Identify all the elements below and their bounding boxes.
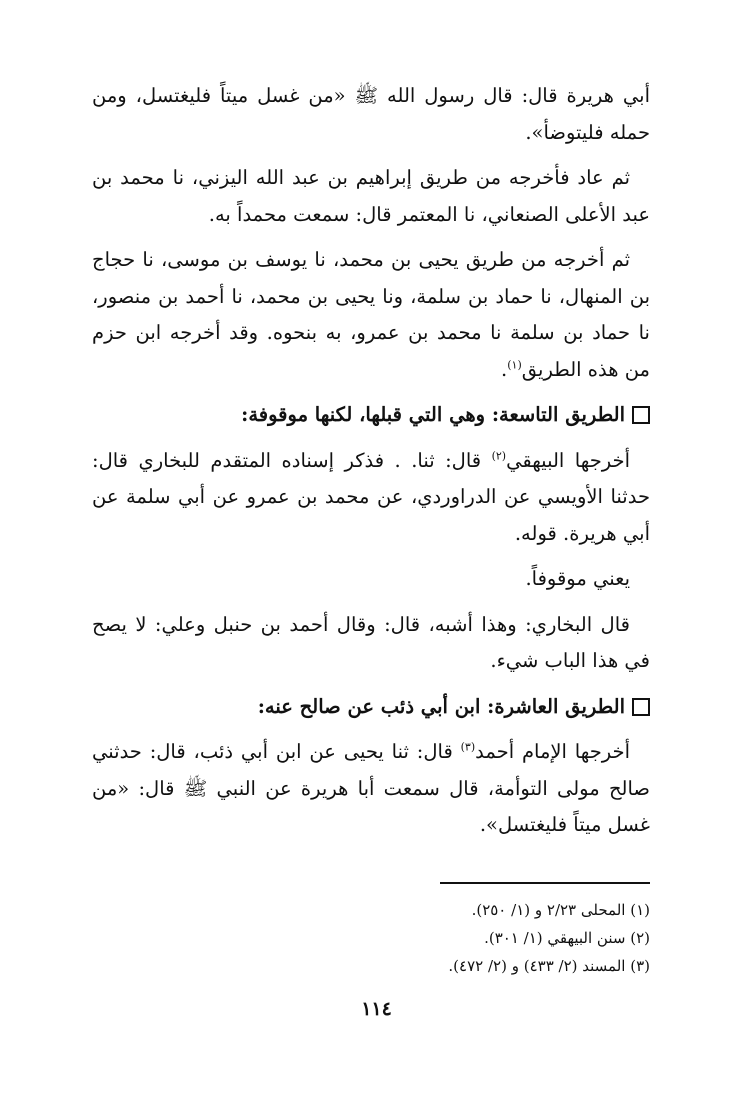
paragraph-7: [92, 734, 650, 844]
paragraph-4-start: أخرجها البيهقي: [506, 448, 630, 472]
page-body: [92, 78, 650, 853]
square-bullet-icon: [632, 406, 650, 424]
page-number: ١١٤: [361, 998, 392, 1020]
section-heading-9-text: الطريق التاسعة: وهي التي قبلها، لكنها موقوفة:: [241, 403, 625, 426]
section-heading-9: [92, 397, 650, 434]
footnote-ref-2: (٢): [491, 449, 507, 462]
paragraph-2: ثم عاد فأخرجه من طريق إبراهيم بن عبد الله اليزني، نا محمد بن عبد الأعلى الصنعاني، نا المعتمر قال: سمعت محمداً به.: [92, 166, 650, 226]
paragraph-4: [92, 443, 650, 553]
square-bullet-icon: [632, 698, 650, 716]
footnote-divider: [440, 882, 650, 884]
footnote-3: (٣) المسند (٢/ ٤٣٣) و (٢/ ٤٧٢).: [448, 957, 650, 975]
section-heading-10-text: الطريق العاشرة: ابن أبي ذئب عن صالح عنه:: [257, 694, 625, 718]
footnote-1: (١) المحلى ٢/٢٣ و (١/ ٢٥٠).: [471, 901, 650, 919]
footnote-ref-3: (٣): [460, 740, 476, 754]
paragraph-5: يعني موقوفاً.: [525, 567, 630, 590]
section-heading-10: [92, 689, 650, 726]
footnote-ref-1: (١): [507, 358, 522, 371]
paragraph-3-tail: .: [501, 357, 508, 381]
paragraph-7-rest: قال: ثنا يحيى عن ابن أبي ذئب، قال: حدثني صالح مولى التوأمة، قال سمعت أبا هريرة عن النبي ﷺ قال: «من غسل ميتاً فليغتسل».: [92, 740, 650, 836]
footnote-2: (٢) سنن البيهقي (١/ ٣٠١).: [484, 929, 650, 947]
paragraph-7-start: أخرجها الإمام أحمد: [475, 740, 630, 763]
footnotes: [230, 896, 650, 980]
paragraph-6: قال البخاري: وهذا أشبه، قال: وقال أحمد بن حنبل وعلي: لا يصح في هذا الباب شيء.: [92, 612, 650, 672]
paragraph-4-rest: قال: ثنا. . فذكر إسناده المتقدم للبخاري قال: حدثنا الأويسي عن الدراوردي، عن محمد بن عمرو عن أبي سلمة عن أبي هريرة. قوله.: [92, 448, 650, 545]
paragraph-3-text: ثم أخرجه من طريق يحيى بن محمد، نا يوسف بن موسى، نا حجاج بن المنهال، نا حماد بن سلمة، ونا يحيى بن محمد، نا أحمد بن منصور، نا حماد بن سلمة نا محمد بن عمرو، به بنحوه. وقد أخرجه ابن حزم من هذه الطريق: [92, 248, 650, 381]
paragraph-1: أبي هريرة قال: قال رسول الله ﷺ «من غسل ميتاً فليغتسل، ومن حمله فليتوضأ».: [92, 84, 650, 144]
paragraph-3: [92, 242, 650, 388]
